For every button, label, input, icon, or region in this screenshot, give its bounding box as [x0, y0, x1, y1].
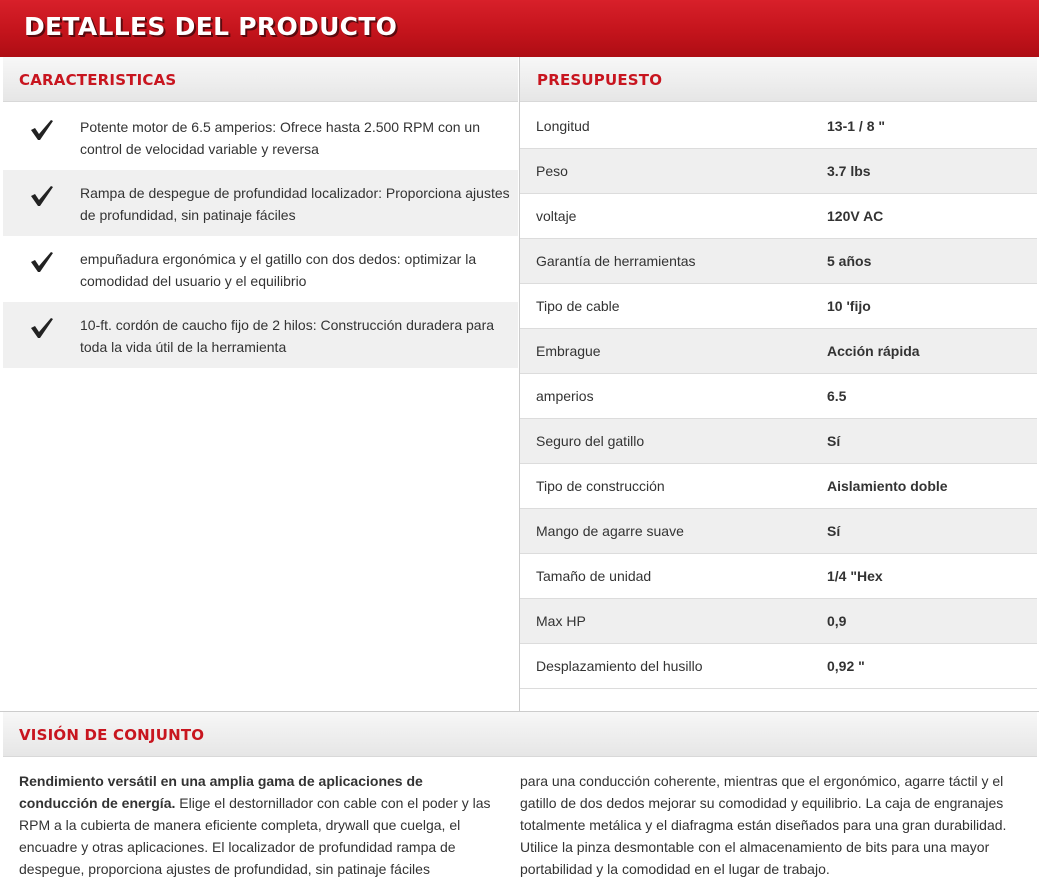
spec-row [520, 599, 1037, 644]
spec-row [520, 149, 1037, 194]
feature-item [3, 170, 518, 236]
spec-label: Longitud [536, 118, 590, 134]
spec-value: 0,92 " [827, 658, 865, 674]
spec-row [520, 239, 1037, 284]
spec-value: 0,9 [827, 613, 847, 629]
spec-value: 120V AC [827, 208, 884, 224]
spec-row [520, 104, 1037, 149]
spec-value: Aislamiento doble [827, 478, 948, 494]
spec-label: amperios [536, 388, 594, 404]
feature-item [3, 302, 518, 368]
overview-right-body: para una conducción coherente, mientras que el ergonómico, agarre táctil y el gatillo de dos dedos mejorar su comodidad y equilibrio. La caja de engranajes totalmente metálica y el diafragma están diseñados para una gran durabilidad. Utilice la pinza desmontable con el almacenamiento de bits para una mayor portabilidad y la comodidad en el lugar de trabajo. [520, 773, 1007, 877]
spec-label: Max HP [536, 613, 586, 629]
spec-label: Seguro del gatillo [536, 433, 645, 449]
spec-label: Embrague [536, 343, 601, 359]
overview-header [3, 712, 1037, 757]
spec-value: 5 años [827, 253, 872, 269]
spec-label: Garantía de herramientas [536, 253, 696, 269]
overview-left-body: Elige el destornillador con cable con el poder y las RPM a la cubierta de manera eficiente completa, drywall que cuelga, el encuadre y otras aplicaciones. El localizador de profundidad rampa de despegue, proporciona ajustes de profundidad, sin patinaje fáciles [19, 795, 491, 877]
spec-value: 3.7 lbs [827, 163, 871, 179]
feature-item [3, 236, 518, 302]
spec-value: Sí [827, 433, 841, 449]
feature-item [3, 104, 518, 170]
spec-row [520, 284, 1037, 329]
spec-value: 13-1 / 8 " [827, 118, 886, 134]
spec-label: Desplazamiento del husillo [536, 658, 703, 674]
feature-text: empuñadura ergonómica y el gatillo con dos dedos: optimizar la comodidad del usuario y el equilibrio [80, 251, 477, 289]
feature-text: 10-ft. cordón de caucho fijo de 2 hilos: Construcción duradera para toda la vida útil de la herramienta [80, 317, 495, 355]
specs-heading: PRESUPUESTO [537, 71, 663, 89]
overview-text-left [19, 770, 505, 880]
spec-label: Tipo de cable [536, 298, 620, 314]
spec-label: Mango de agarre suave [536, 523, 684, 539]
spec-value: 10 'fijo [827, 298, 871, 314]
spec-label: Tipo de construcción [536, 478, 665, 494]
spec-label: Tamaño de unidad [536, 568, 652, 584]
checkmark-icon [29, 316, 55, 340]
feature-text: Rampa de despegue de profundidad localizador: Proporciona ajustes de profundidad, sin patinaje fáciles [80, 185, 510, 223]
spec-row [520, 419, 1037, 464]
specs-header [520, 57, 1037, 102]
spec-value: Sí [827, 523, 841, 539]
feature-text: Potente motor de 6.5 amperios: Ofrece hasta 2.500 RPM con un control de velocidad variable y reversa [80, 119, 480, 157]
spec-value: 1/4 "Hex [827, 568, 883, 584]
spec-row [520, 554, 1037, 599]
checkmark-icon [29, 184, 55, 208]
spec-row [520, 194, 1037, 239]
spec-value: Acción rápida [827, 343, 920, 359]
spec-value: 6.5 [827, 388, 847, 404]
spec-row [520, 329, 1037, 374]
spec-row [520, 644, 1037, 689]
spec-label: voltaje [536, 208, 577, 224]
checkmark-icon [29, 250, 55, 274]
spec-row [520, 509, 1037, 554]
spec-row [520, 464, 1037, 509]
checkmark-icon [29, 118, 55, 142]
spec-row [520, 374, 1037, 419]
spec-label: Peso [536, 163, 568, 179]
page-title: DETALLES DEL PRODUCTO [24, 12, 398, 41]
features-header [3, 57, 518, 102]
overview-text-right [520, 770, 1025, 880]
overview-lead: Rendimiento versátil en una amplia gama de aplicaciones de conducción de energía. [19, 773, 423, 811]
overview-heading: VISIÓN DE CONJUNTO [19, 726, 205, 744]
features-heading: CARACTERISTICAS [19, 71, 177, 89]
page-header [0, 0, 1039, 57]
